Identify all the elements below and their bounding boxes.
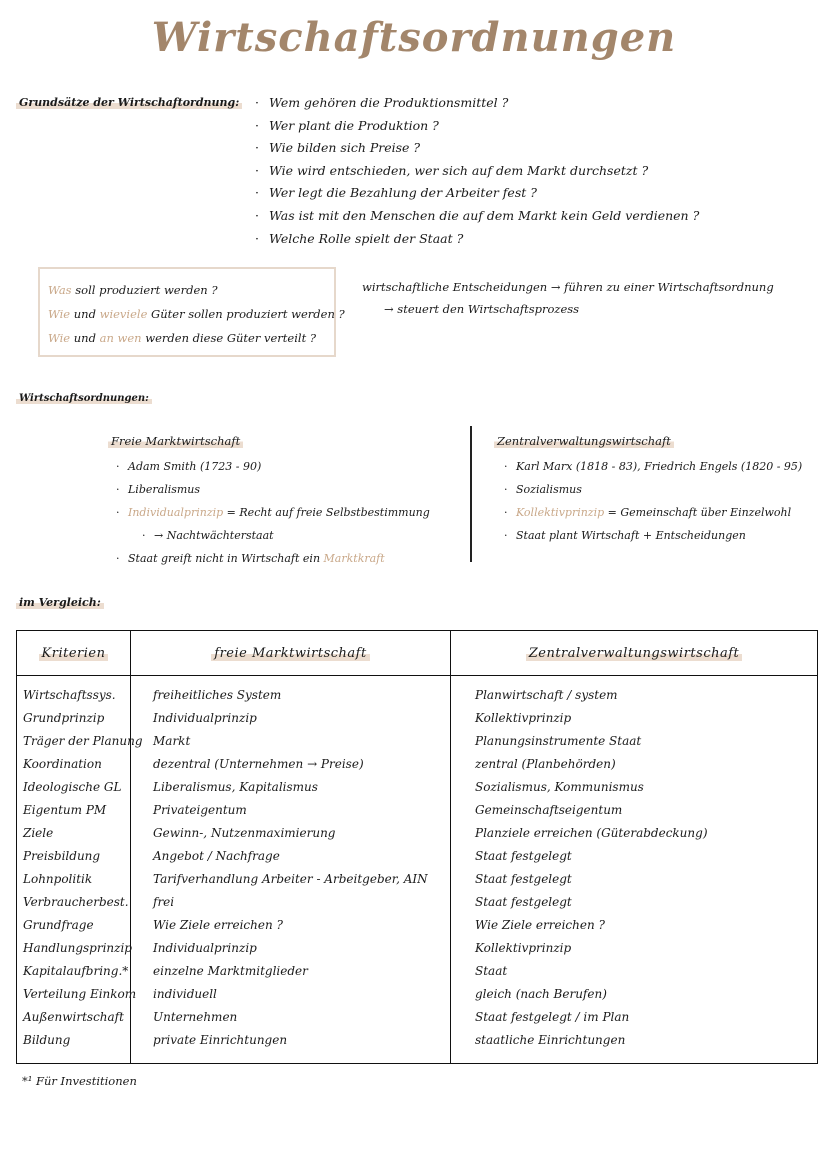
header-marktwirtschaft: freie Marktwirtschaft [131,631,451,676]
kriterium-cell: Koordination [23,757,102,771]
kriterium-cell: Lohnpolitik [23,872,93,886]
zentral-cell: Sozialismus, Kommunismus [475,780,644,794]
kriterium-cell: Kapitalaufbring.* [23,964,129,978]
ordnungen-label: Wirtschaftsordnungen: [16,393,152,404]
question-item: · Wie wird entschieden, wer sich auf dem Markt durchsetzt ? [255,160,775,183]
zentral-cell: Staat festgelegt [475,895,572,909]
markt-cell: private Einrichtungen [153,1033,288,1047]
kriterium-cell: Bildung [23,1033,71,1047]
question-item: · Welche Rolle spielt der Staat ? [255,228,775,251]
zentralverwaltung-column [451,676,818,1064]
kriterium-cell: Wirtschaftssys. [23,688,116,702]
decision-line-1: wirtschaftliche Entscheidungen → führen zu einer Wirtschaftsordnung [362,280,774,294]
kriterium-cell: Handlungsprinzip [23,941,132,955]
box-line-2: Wie und wieviele Güter sollen produziert werden ? [48,307,345,321]
table-body-row [17,676,818,1064]
key-questions-box [38,267,345,357]
zentral-item: · Sozialismus [504,478,802,501]
vergleich-label: im Vergleich: [16,596,104,609]
markt-cell: einzelne Marktmitglieder [153,964,308,978]
header-kriterien: Kriterien [17,631,131,676]
kriterium-cell: Grundprinzip [23,711,105,725]
kriterium-cell: Grundfrage [23,918,94,932]
zentral-cell: staatliche Einrichtungen [475,1033,626,1047]
box-line-3: Wie und an wen werden diese Güter verteilt ? [48,331,317,345]
question-item: · Wie bilden sich Preise ? [255,137,775,160]
grundsaetze-question-list [255,92,775,250]
markt-cell: Individualprinzip [153,941,257,955]
kriterium-cell: Preisbildung [23,849,101,863]
zentral-cell: Staat festgelegt [475,872,572,886]
zentralverwaltung-list [504,455,802,547]
kriterium-cell: Eigentum PM [23,803,107,817]
markt-item: · Adam Smith (1723 - 90) [116,455,430,478]
markt-cell: Unternehmen [153,1010,238,1024]
zentral-cell: Kollektivprinzip [475,711,572,725]
zentral-cell: Kollektivprinzip [475,941,572,955]
markt-item: · Staat greift nicht in Wirtschaft ein Marktkraft [116,547,430,570]
markt-subitem: · → Nachtwächterstaat [116,524,430,547]
zentral-cell: Staat festgelegt [475,849,572,863]
markt-cell: Individualprinzip [153,711,257,725]
markt-item: · Individualprinzip = Recht auf freie Selbstbestimmung [116,501,430,524]
markt-cell: dezentral (Unternehmen → Preise) [153,757,364,771]
kriterium-cell: Verbraucherbest. [23,895,129,909]
box-line-1: Was soll produziert werden ? [48,283,218,297]
zentral-cell: Planziele erreichen (Güterabdeckung) [475,826,708,840]
markt-cell: Liberalismus, Kapitalismus [153,780,318,794]
zentral-cell: Planungsinstrumente Staat [475,734,642,748]
markt-item: · Liberalismus [116,478,430,501]
zentral-item: · Kollektivprinzip = Gemeinschaft über Einzelwohl [504,501,802,524]
markt-cell: Angebot / Nachfrage [153,849,280,863]
kriterium-cell: Träger der Planung [23,734,143,748]
zentral-cell: Planwirtschaft / system [475,688,618,702]
markt-cell: Wie Ziele erreichen ? [153,918,283,932]
footnote: *¹ Für Investitionen [22,1074,137,1088]
header-zentralverwaltung: Zentralverwaltungswirtschaft [451,631,818,676]
markt-cell: Gewinn-, Nutzenmaximierung [153,826,336,840]
markt-cell: Markt [153,734,191,748]
zentral-cell: Staat [475,964,508,978]
decision-line-2: → steuert den Wirtschaftsprozess [384,302,580,316]
kriterium-cell: Ziele [23,826,54,840]
zentral-cell: Gemeinschaftseigentum [475,803,623,817]
decision-note [362,276,774,320]
comparison-table [16,630,818,1064]
question-item: · Was ist mit den Menschen die auf dem Markt kein Geld verdienen ? [255,205,775,228]
zentral-cell: zentral (Planbehörden) [475,757,616,771]
column-divider [470,426,472,562]
kriterien-column [17,676,143,1064]
markt-cell: freiheitliches System [153,688,282,702]
page-title: Wirtschaftsordnungen [151,14,677,61]
marktwirtschaft-list [116,455,430,570]
markt-cell: frei [153,895,175,909]
kriterium-cell: Ideologische GL [23,780,122,794]
marktwirtschaft-column [131,676,451,1064]
grundsaetze-label: Grundsätze der Wirtschaftordnung: [16,96,242,109]
zentral-cell: Wie Ziele erreichen ? [475,918,605,932]
markt-cell: individuell [153,987,217,1001]
kriterium-cell: Außenwirtschaft [23,1010,124,1024]
zentral-cell: gleich (nach Berufen) [475,987,607,1001]
markt-cell: Privateigentum [153,803,247,817]
question-item: · Wer legt die Bezahlung der Arbeiter fest ? [255,182,775,205]
zentral-cell: Staat festgelegt / im Plan [475,1010,630,1024]
table-header-row [17,631,818,676]
question-item: · Wem gehören die Produktionsmittel ? [255,92,775,115]
zentral-item: · Karl Marx (1818 - 83), Friedrich Engels (1820 - 95) [504,455,802,478]
zentralverwaltung-heading: Zentralverwaltungswirtschaft [494,434,674,448]
zentral-item: · Staat plant Wirtschaft + Entscheidungen [504,524,802,547]
question-item: · Wer plant die Produktion ? [255,115,775,138]
marktwirtschaft-heading: Freie Marktwirtschaft [108,434,243,448]
kriterium-cell: Verteilung Einkom [23,987,137,1001]
markt-cell: Tarifverhandlung Arbeiter - Arbeitgeber, AIN [153,872,428,886]
